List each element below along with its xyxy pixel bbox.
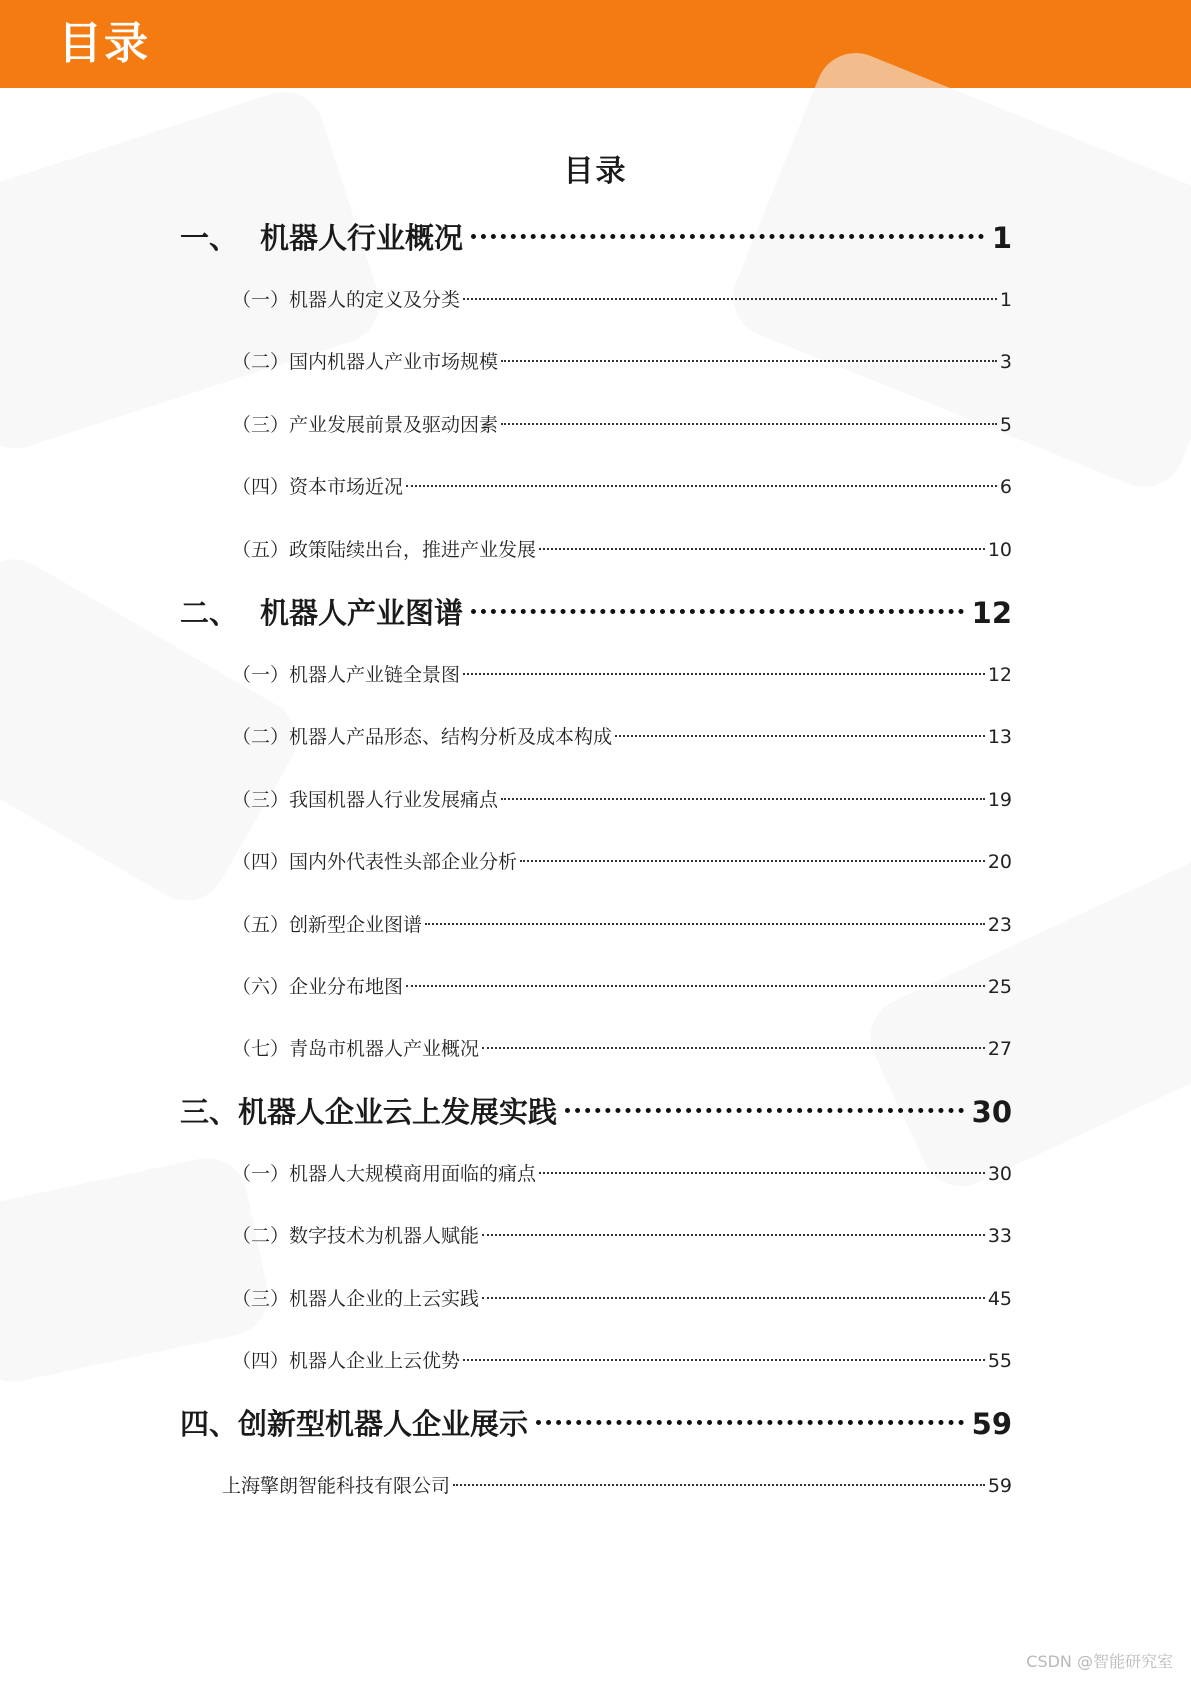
toc-item-page: 25 <box>987 976 1012 998</box>
toc-leader-dots <box>615 735 985 737</box>
toc-item-page: 3 <box>999 351 1012 373</box>
toc-item-label: （三）我国机器人行业发展痛点 <box>232 789 499 811</box>
toc-leader-dots <box>520 860 985 862</box>
toc-section-label <box>180 1402 528 1446</box>
toc-leader-dots <box>539 1172 985 1174</box>
toc-item-row[interactable] <box>232 659 1012 691</box>
toc-section-row[interactable] <box>180 216 1012 260</box>
toc-leader-dots <box>501 423 997 425</box>
toc-leader-dots <box>453 1484 985 1486</box>
toc-item-page: 59 <box>987 1475 1012 1497</box>
toc-item-page: 5 <box>999 414 1012 436</box>
toc-section-row[interactable] <box>180 1090 1012 1134</box>
toc-item-row[interactable] <box>232 1158 1012 1190</box>
header-title: 目录 <box>58 18 150 69</box>
toc-item-page: 10 <box>987 539 1012 561</box>
toc-item-row[interactable] <box>232 284 1012 316</box>
toc-item-row[interactable] <box>232 909 1012 941</box>
toc-item-label: （四）资本市场近况 <box>232 476 404 498</box>
toc-leader-dots <box>425 923 985 925</box>
toc-section-number: 四、 <box>180 1407 239 1441</box>
toc-section-title: 创新型机器人企业展示 <box>238 1407 529 1441</box>
toc-section-page: 12 <box>971 596 1012 630</box>
toc-section-title: 机器人企业云上发展实践 <box>238 1095 558 1129</box>
toc-leader-dots <box>406 985 985 987</box>
toc-item-row[interactable] <box>232 784 1012 816</box>
toc-section-row[interactable] <box>180 1402 1012 1446</box>
toc-item-page: 55 <box>987 1350 1012 1372</box>
toc-section-page: 1 <box>991 221 1012 255</box>
toc-item-label: （二）机器人产品形态、结构分析及成本构成 <box>232 726 613 748</box>
toc-item-page: 20 <box>987 851 1012 873</box>
toc-section-title: 机器人行业概况 <box>260 221 464 255</box>
toc-item-row[interactable] <box>232 1283 1012 1315</box>
toc-item-label: （一）机器人的定义及分类 <box>232 289 461 311</box>
toc-section-page: 30 <box>971 1095 1012 1129</box>
toc-item-page: 6 <box>999 476 1012 498</box>
toc-leader-dots <box>463 298 997 300</box>
toc-item-label: （一）机器人产业链全景图 <box>232 664 461 686</box>
toc-item-row[interactable] <box>222 1470 1012 1502</box>
toc-item-row[interactable] <box>232 971 1012 1003</box>
toc-item-label: （二）国内机器人产业市场规模 <box>232 351 499 373</box>
toc-leader-dots <box>463 1359 985 1361</box>
toc-item-page: 1 <box>999 289 1012 311</box>
toc-item-row[interactable] <box>232 1345 1012 1377</box>
toc-item-label: （五）政策陆续出台，推进产业发展 <box>232 539 537 561</box>
toc-leader-dots <box>406 485 997 487</box>
toc-item-page: 27 <box>987 1038 1012 1060</box>
toc-leader-dots <box>482 1047 985 1049</box>
toc-leader-dots <box>463 673 985 675</box>
toc-item-page: 33 <box>987 1225 1012 1247</box>
toc-section-label <box>180 216 463 260</box>
toc-item-row[interactable] <box>232 846 1012 878</box>
toc-item-label: （四）国内外代表性头部企业分析 <box>232 851 518 873</box>
toc-item-row[interactable] <box>232 721 1012 753</box>
toc-item-row[interactable] <box>232 1220 1012 1252</box>
toc-item-row[interactable] <box>232 346 1012 378</box>
toc-item-row[interactable] <box>232 471 1012 503</box>
toc-item-label: （五）创新型企业图谱 <box>232 914 423 936</box>
toc-item-page: 23 <box>987 914 1012 936</box>
toc-section-label <box>180 1090 557 1134</box>
toc-item-label: （三）产业发展前景及驱动因素 <box>232 414 499 436</box>
toc-item-label: （六）企业分布地图 <box>232 976 404 998</box>
toc-leader-dots <box>482 1297 985 1299</box>
toc-section-number: 三、 <box>180 1095 239 1129</box>
watermark: CSDN @智能研究室 <box>1026 1652 1173 1671</box>
toc-item-page: 45 <box>987 1288 1012 1310</box>
page-title: 目录 <box>563 154 628 189</box>
toc-item-page: 19 <box>987 789 1012 811</box>
toc-item-row[interactable] <box>232 534 1012 566</box>
toc-section-label <box>180 591 463 635</box>
toc-leader-dots <box>565 1108 964 1113</box>
toc-leader-dots <box>539 548 985 550</box>
toc-section-row[interactable] <box>180 591 1012 635</box>
toc-item-label: （三）机器人企业的上云实践 <box>232 1288 480 1310</box>
toc-item-label: （四）机器人企业上云优势 <box>232 1350 461 1372</box>
toc-item-page: 30 <box>987 1163 1012 1185</box>
toc-section-number: 一、 <box>180 221 239 255</box>
toc-leader-dots <box>536 1420 964 1425</box>
toc-item-page: 13 <box>987 726 1012 748</box>
toc-leader-dots <box>471 609 964 614</box>
toc-item-label: （二）数字技术为机器人赋能 <box>232 1225 480 1247</box>
toc-section-title: 机器人产业图谱 <box>260 596 464 630</box>
toc-item-label: （七）青岛市机器人产业概况 <box>232 1038 480 1060</box>
toc-item-label: （一）机器人大规模商用面临的痛点 <box>232 1163 537 1185</box>
toc-item-row[interactable] <box>232 1033 1012 1065</box>
toc-section-number: 二、 <box>180 596 239 630</box>
toc-leader-dots <box>482 1234 985 1236</box>
toc-leader-dots <box>471 234 984 239</box>
toc-section-page: 59 <box>971 1407 1012 1441</box>
toc-item-row[interactable] <box>232 409 1012 441</box>
toc-leader-dots <box>501 798 985 800</box>
toc-item-label: 上海擎朗智能科技有限公司 <box>222 1475 451 1497</box>
toc-item-page: 12 <box>987 664 1012 686</box>
toc-leader-dots <box>501 360 997 362</box>
